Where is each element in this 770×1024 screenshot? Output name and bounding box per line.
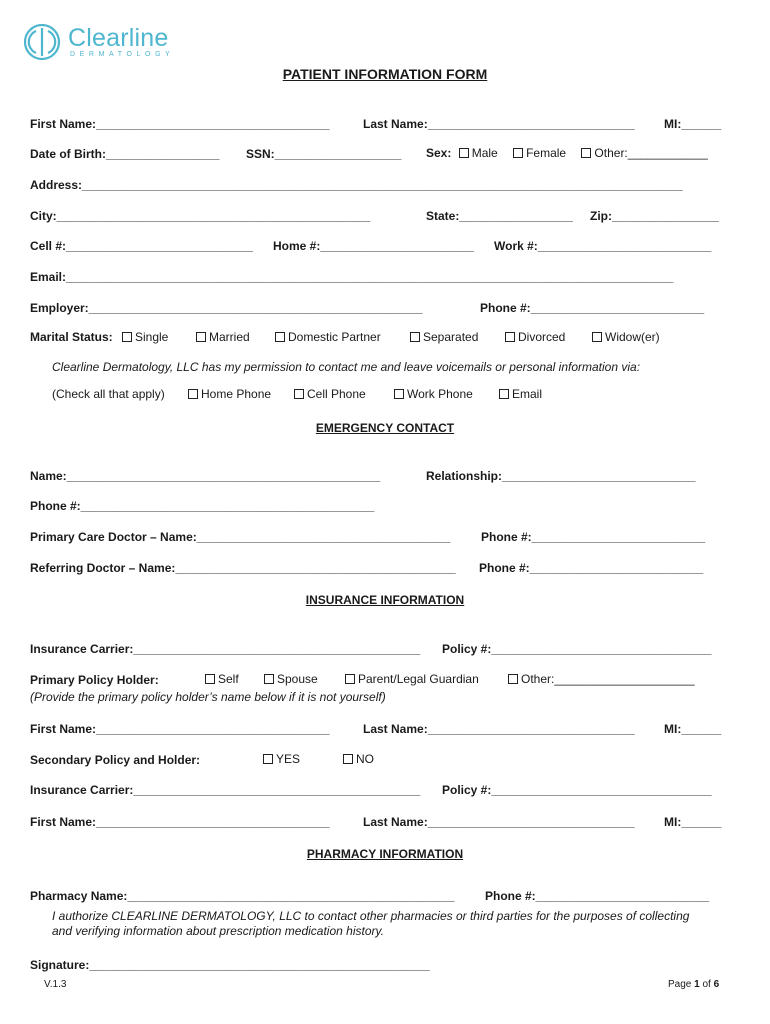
insurance-carrier-field[interactable]: Insurance Carrier:___________________________________________ <box>30 642 421 656</box>
logo-mark-icon <box>22 22 62 62</box>
holder-parent-option[interactable]: Parent/Legal Guardian <box>345 672 479 686</box>
secondary-policy-field[interactable]: Policy #:_________________________________ <box>442 783 712 797</box>
referring-name-field[interactable]: Referring Doctor – Name:__________________________________________ <box>30 561 456 575</box>
marital-separated-option[interactable]: Separated <box>410 330 478 344</box>
sex-label: Sex: <box>426 146 452 160</box>
contact-work-phone-option[interactable]: Work Phone <box>394 387 473 401</box>
pcp-phone-field[interactable]: Phone #:__________________________ <box>481 530 706 544</box>
insurance-heading: INSURANCE INFORMATION <box>305 593 465 607</box>
checkbox-icon[interactable] <box>505 332 515 342</box>
marital-domestic-partner-option[interactable]: Domestic Partner <box>275 330 381 344</box>
contact-home-phone-option[interactable]: Home Phone <box>188 387 271 401</box>
pcp-name-field[interactable]: Primary Care Doctor – Name:______________________________________ <box>30 530 451 544</box>
sex-female-checkbox[interactable] <box>513 148 523 158</box>
holder-note: (Provide the primary policy holder’s name below if it is not yourself) <box>30 690 386 704</box>
secondary-no-option[interactable]: NO <box>343 752 374 766</box>
page-indicator <box>668 978 719 992</box>
holder-self-option[interactable]: Self <box>205 672 239 686</box>
page-of: of <box>702 979 711 990</box>
page-prefix: Page <box>668 979 692 990</box>
first-name-field[interactable]: First Name:___________________________________ <box>30 117 330 131</box>
emergency-relationship-field[interactable]: Relationship:_____________________________ <box>426 469 696 483</box>
permission-text: Clearline Dermatology, LLC has my permission to contact me and leave voicemails or personal information via: <box>52 360 641 374</box>
sex-other-field[interactable]: Other:____________ <box>594 146 708 160</box>
form-title: PATIENT INFORMATION FORM <box>282 66 488 82</box>
home-phone-field[interactable]: Home #:_______________________ <box>273 239 474 253</box>
pharmacy-heading: PHARMACY INFORMATION <box>306 847 464 861</box>
holder-spouse-option[interactable]: Spouse <box>264 672 318 686</box>
checkbox-icon[interactable] <box>410 332 420 342</box>
marital-single-option[interactable]: Single <box>122 330 168 344</box>
page-total: 6 <box>713 979 720 990</box>
checkbox-icon[interactable] <box>122 332 132 342</box>
email-field[interactable]: Email:___________________________________________________________________________________________ <box>30 270 674 284</box>
zip-field[interactable]: Zip:________________ <box>590 209 719 223</box>
sex-group <box>426 146 708 160</box>
ssn-field[interactable]: SSN:___________________ <box>246 147 402 161</box>
checkbox-icon[interactable] <box>343 754 353 764</box>
work-phone-field[interactable]: Work #:__________________________ <box>494 239 712 253</box>
emergency-phone-field[interactable]: Phone #:____________________________________________ <box>30 499 375 513</box>
secondary-policy-label: Secondary Policy and Holder: <box>30 753 201 767</box>
referring-phone-field[interactable]: Phone #:__________________________ <box>479 561 704 575</box>
pharmacy-authorization-line-1: I authorize CLEARLINE DERMATOLOGY, LLC to contact other pharmacies or third parties for the purposes of collecting <box>52 909 690 923</box>
sex-female-label: Female <box>526 146 567 160</box>
pharmacy-phone-field[interactable]: Phone #:__________________________ <box>485 889 710 903</box>
employer-field[interactable]: Employer:__________________________________________________ <box>30 301 423 315</box>
checkbox-icon[interactable] <box>394 389 404 399</box>
version-label: V.1.3 <box>44 979 67 990</box>
pharmacy-name-field[interactable]: Pharmacy Name:_________________________________________________ <box>30 889 455 903</box>
city-field[interactable]: City:_______________________________________________ <box>30 209 371 223</box>
employer-phone-field[interactable]: Phone #:__________________________ <box>480 301 705 315</box>
secondary-carrier-field[interactable]: Insurance Carrier:___________________________________________ <box>30 783 421 797</box>
secondary-mi-field[interactable]: MI:______ <box>664 815 722 829</box>
insured-first-name-field[interactable]: First Name:___________________________________ <box>30 722 330 736</box>
emergency-contact-heading: EMERGENCY CONTACT <box>315 421 455 435</box>
checkbox-icon[interactable] <box>508 674 518 684</box>
checkbox-icon[interactable] <box>294 389 304 399</box>
brand-name: Clearline <box>68 24 169 52</box>
checkbox-icon[interactable] <box>263 754 273 764</box>
state-field[interactable]: State:_________________ <box>426 209 573 223</box>
sex-male-checkbox[interactable] <box>459 148 469 158</box>
checkbox-icon[interactable] <box>275 332 285 342</box>
insured-mi-field[interactable]: MI:______ <box>664 722 722 736</box>
marital-widower-option[interactable]: Widow(er) <box>592 330 660 344</box>
sex-other-checkbox[interactable] <box>581 148 591 158</box>
secondary-last-name-field[interactable]: Last Name:_______________________________ <box>363 815 635 829</box>
emergency-name-field[interactable]: Name:_______________________________________________ <box>30 469 381 483</box>
last-name-field[interactable]: Last Name:_______________________________ <box>363 117 635 131</box>
checkbox-icon[interactable] <box>345 674 355 684</box>
mi-field[interactable]: MI:______ <box>664 117 722 131</box>
marital-status-label: Marital Status: <box>30 330 113 344</box>
signature-field[interactable]: Signature:___________________________________________________ <box>30 958 430 972</box>
checkbox-icon[interactable] <box>196 332 206 342</box>
checkbox-icon[interactable] <box>499 389 509 399</box>
sex-male-label: Male <box>471 146 498 160</box>
contact-cell-phone-option[interactable]: Cell Phone <box>294 387 366 401</box>
cell-phone-field[interactable]: Cell #:____________________________ <box>30 239 253 253</box>
address-field[interactable]: Address:__________________________________________________________________________________________ <box>30 178 683 192</box>
secondary-yes-option[interactable]: YES <box>263 752 300 766</box>
holder-other-option[interactable]: Other:_____________________ <box>508 672 695 686</box>
checkbox-icon[interactable] <box>592 332 602 342</box>
primary-policy-holder-label: Primary Policy Holder: <box>30 673 159 687</box>
pharmacy-authorization-line-2: and verifying information about prescription medication history. <box>52 924 384 938</box>
page-current: 1 <box>694 979 700 990</box>
marital-married-option[interactable]: Married <box>196 330 250 344</box>
checkbox-icon[interactable] <box>264 674 274 684</box>
brand-subtitle: DERMATOLOGY <box>70 51 175 58</box>
checkbox-icon[interactable] <box>205 674 215 684</box>
check-all-label: (Check all that apply) <box>52 387 165 401</box>
insurance-policy-field[interactable]: Policy #:_________________________________ <box>442 642 712 656</box>
secondary-first-name-field[interactable]: First Name:___________________________________ <box>30 815 330 829</box>
marital-divorced-option[interactable]: Divorced <box>505 330 565 344</box>
contact-email-option[interactable]: Email <box>499 387 542 401</box>
checkbox-icon[interactable] <box>188 389 198 399</box>
insured-last-name-field[interactable]: Last Name:_______________________________ <box>363 722 635 736</box>
dob-field[interactable]: Date of Birth:_________________ <box>30 147 220 161</box>
